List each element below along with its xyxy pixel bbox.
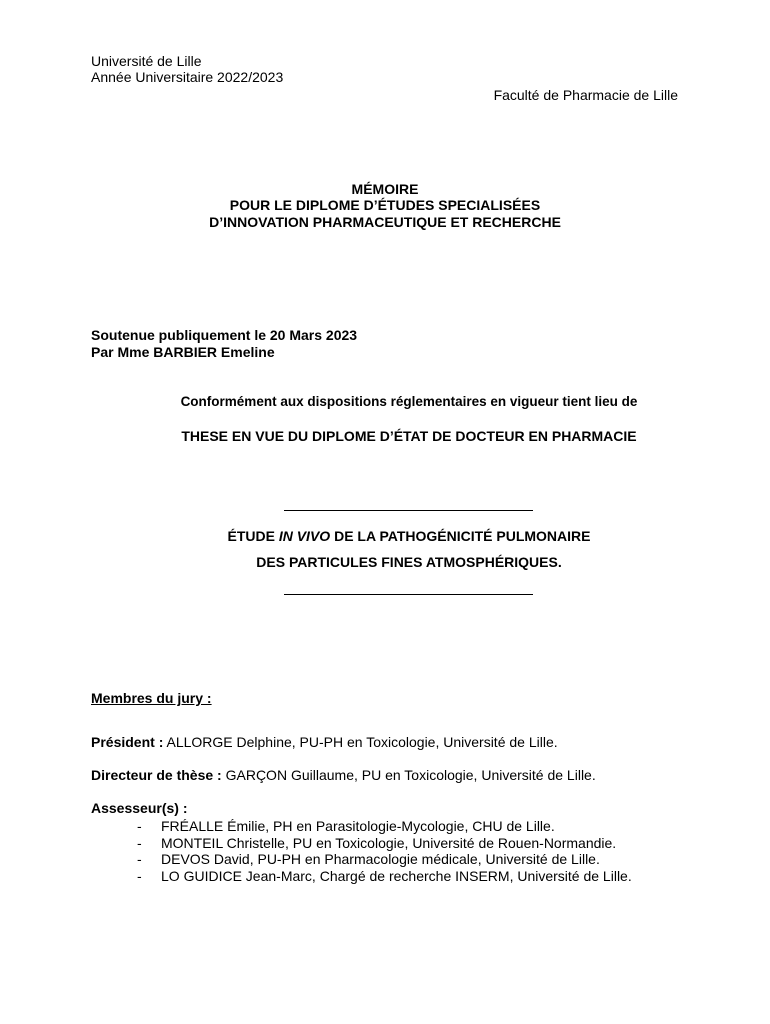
defense-author: Par Mme BARBIER Emeline	[91, 344, 275, 360]
thesis-title-italic: IN VIVO	[278, 528, 331, 544]
divider-top	[284, 510, 533, 511]
director-label: Directeur de thèse :	[91, 767, 222, 783]
jury-heading: Membres du jury :	[91, 690, 212, 706]
title-line-3: D’INNOVATION PHARMACEUTIQUE ET RECHERCHE	[209, 214, 561, 230]
faculty-name: Faculté de Pharmacie de Lille	[493, 87, 678, 103]
assessor-name: MONTEIL Christelle, PU en Toxicologie, Université de Rouen-Normandie.	[161, 834, 617, 851]
assessor-name: FRÉALLE Émilie, PH en Parasitologie-Mycologie, CHU de Lille.	[161, 818, 555, 834]
list-bullet: -	[137, 818, 142, 834]
thesis-type-line: THESE EN VUE DU DIPLOME D’ÉTAT DE DOCTEUR EN PHARMACIE	[181, 428, 637, 444]
president-value: ALLORGE Delphine, PU-PH en Toxicologie, Université de Lille.	[163, 734, 558, 750]
thesis-title-line-2: DES PARTICULES FINES ATMOSPHÉRIQUES.	[256, 554, 562, 570]
list-bullet: -	[137, 867, 142, 884]
list-bullet: -	[137, 834, 142, 851]
divider-bottom	[284, 594, 533, 595]
thesis-title-suffix: DE LA PATHOGÉNICITÉ PULMONAIRE	[330, 528, 591, 544]
list-item	[137, 851, 632, 868]
conformity-line: Conformément aux dispositions réglementaires en vigueur tient lieu de	[180, 394, 638, 409]
list-item	[137, 868, 632, 885]
director-value: GARÇON Guillaume, PU en Toxicologie, Université de Lille.	[221, 767, 596, 783]
university-name: Université de Lille	[91, 53, 202, 69]
jury-director	[91, 767, 596, 783]
president-label: Président :	[91, 734, 164, 750]
jury-president	[91, 734, 558, 750]
assessor-name: LO GUIDICE Jean-Marc, Chargé de recherche INSERM, Université de Lille.	[161, 867, 632, 884]
assessors-label: Assesseur(s) :	[91, 800, 188, 816]
thesis-title-prefix: ÉTUDE	[227, 528, 279, 544]
title-line-1: MÉMOIRE	[351, 181, 419, 197]
assessor-name: DEVOS David, PU-PH en Pharmacologie médicale, Université de Lille.	[161, 851, 600, 867]
thesis-title-line-1	[24, 528, 770, 544]
academic-year: Année Universitaire 2022/2023	[91, 69, 284, 85]
list-bullet: -	[137, 851, 142, 867]
title-line-2: POUR LE DIPLOME D’ÉTUDES SPECIALISÉES	[229, 197, 541, 213]
assessors-list	[137, 818, 632, 884]
list-item	[137, 835, 632, 852]
defense-date: Soutenue publiquement le 20 Mars 2023	[91, 327, 358, 343]
list-item	[137, 818, 632, 835]
